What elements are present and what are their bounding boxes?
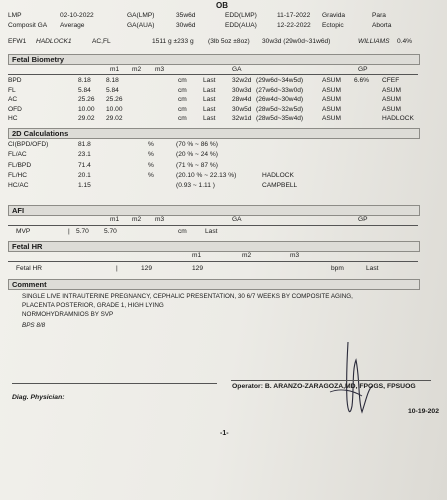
col-m3: m3 (155, 66, 165, 73)
col-m1: m1 (110, 66, 120, 73)
comment-line-4: BPS 8/8 (22, 322, 46, 329)
composit-ga-value: Average (60, 22, 85, 29)
biometry-author: HADLOCK (382, 115, 414, 122)
biometry-unit: cm (178, 105, 187, 113)
biometry-reference: ASUM (322, 105, 342, 113)
calc-unit: % (148, 151, 154, 159)
aborta-label: Aborta (372, 22, 392, 29)
biometry-value: 8.18 (78, 77, 91, 84)
section-fetal-hr: Fetal HR (8, 241, 420, 252)
lmp-label: LMP (8, 12, 22, 19)
edd-lmp-value: 11-17-2022 (277, 12, 311, 19)
efw-weight: 1511 g ±233 g (152, 38, 194, 45)
hr-divider (8, 261, 418, 262)
biometry-ga-range: (28w5d~35w4d) (256, 115, 304, 122)
biometry-mode: Last (203, 77, 216, 84)
section-2d-calculations: 2D Calculations (8, 128, 420, 139)
efw-percentile: 0.4% (397, 38, 413, 45)
biometry-value: 29.02 (78, 115, 95, 122)
biometry-unit: cm (178, 96, 187, 103)
calc-unit: % (148, 141, 154, 148)
calc-value: 23.1 (78, 151, 91, 159)
hr-m1: 129 (141, 265, 153, 272)
biometry-value: 10.00 (78, 105, 95, 113)
biometry-mode: Last (203, 96, 216, 103)
biometry-ga: 32w2d (232, 77, 252, 84)
col-m2: m2 (132, 66, 142, 73)
afi-sep: | (68, 228, 70, 235)
efw-method: HADLOCK1 (36, 38, 72, 45)
biometry-mode: Last (203, 86, 216, 94)
section-afi: AFI (8, 205, 420, 216)
hr-col-m3: m3 (290, 252, 300, 259)
biometry-ga-range: (29w6d~34w5d) (256, 77, 304, 84)
efw-label: EFW1 (8, 38, 27, 45)
afi-col-m3: m3 (155, 216, 165, 223)
hr-avg: 129 (192, 265, 204, 272)
calc-range: (71 % ~ 87 %) (176, 161, 218, 169)
ga-lmp-label: GA(LMP) (127, 12, 155, 19)
ga-lmp-value: 35w6d (176, 12, 196, 19)
edd-aua-label: EDD(AUA) (225, 22, 257, 29)
operator-name: Operator: B. ARANZO-ZARAGOZA,MD, FPOGS, FPSUOG (232, 383, 416, 390)
biometry-average: 8.18 (106, 77, 119, 84)
biometry-value: 5.84 (78, 86, 91, 94)
biometry-ga: 32w1d (232, 115, 252, 122)
calc-author: CAMPBELL (262, 182, 298, 190)
hr-sep: | (116, 265, 118, 272)
calc-value: 1.15 (78, 182, 91, 190)
col-ga: GA (232, 66, 242, 73)
ectopic-label: Ectopic (322, 22, 344, 29)
operator-line (231, 380, 431, 381)
edd-aua-value: 12-22-2022 (277, 22, 311, 29)
composit-ga-label: Composit GA (8, 22, 48, 29)
efw-ga: 30w3d (29w0d~31w6d) (262, 38, 331, 45)
efw-author: WILLIAMS (358, 38, 390, 45)
calc-value: 71.4 (78, 161, 91, 169)
hr-col-m2: m2 (242, 252, 252, 259)
gravida-label: Gravida (322, 12, 346, 19)
biometry-value: 25.26 (78, 96, 95, 103)
report-title: OB (216, 1, 228, 10)
hr-mode: Last (366, 265, 379, 272)
biometry-label: BPD (8, 77, 22, 84)
calc-value: 81.8 (78, 141, 91, 148)
report-date: 10-19-202 (408, 408, 439, 415)
afi-m1: 5.70 (76, 228, 89, 235)
efw-params: AC,FL (92, 38, 111, 45)
biometry-gp: 6.6% (354, 77, 370, 84)
ga-aua-value: 30w6d (176, 22, 196, 29)
biometry-ga: 30w5d (232, 105, 252, 113)
biometry-label: AC (8, 96, 18, 103)
biometry-ga-range: (26w4d~30w4d) (256, 96, 304, 103)
afi-unit: cm (178, 228, 187, 235)
afi-col-ga: GA (232, 216, 242, 223)
biometry-author: ASUM (382, 105, 402, 113)
ga-aua-label: GA(AUA) (127, 22, 155, 29)
biometry-reference: ASUM (322, 115, 342, 122)
comment-line-2: PLACENTA POSTERIOR, GRADE 1, HIGH LYING (22, 302, 164, 309)
calc-label: CI(BPD/OFD) (8, 141, 49, 148)
hr-label: Fetal HR (16, 265, 43, 272)
calc-range: (20.10 % ~ 22.13 %) (176, 171, 237, 179)
biometry-ga-range: (28w5d~32w5d) (256, 105, 304, 113)
biometry-author: ASUM (382, 96, 402, 103)
biometry-ga: 28w4d (232, 96, 252, 103)
afi-divider (8, 225, 418, 226)
afi-col-m2: m2 (132, 216, 142, 223)
calc-label: FL/HC (8, 171, 28, 179)
calc-author: HADLOCK (262, 171, 294, 179)
lmp-value: 02-10-2022 (60, 12, 94, 19)
calc-unit: % (148, 171, 154, 179)
biometry-label: FL (8, 86, 16, 94)
biometry-author: ASUM (382, 86, 402, 94)
comment-line-1: SINGLE LIVE INTRAUTERINE PREGNANCY, CEPHALIC PRESENTATION, 30 6/7 WEEKS BY COMPOSITE AGING, (22, 293, 353, 300)
biometry-ga-range: (27w6d~33w0d) (256, 86, 304, 94)
biometry-unit: cm (178, 77, 187, 84)
biometry-average: 5.84 (106, 86, 119, 94)
biometry-average: 10.00 (106, 105, 123, 113)
biometry-unit: cm (178, 86, 187, 94)
calc-label: FL/AC (8, 151, 27, 159)
afi-col-gp: GP (358, 216, 368, 223)
section-fetal-biometry: Fetal Biometry (8, 54, 420, 65)
calc-range: (20 % ~ 24 %) (176, 151, 218, 159)
calc-label: FL/BPD (8, 161, 32, 169)
calc-range: (70 % ~ 86 %) (176, 141, 218, 148)
biometry-reference: ASUM (322, 86, 342, 94)
afi-label: MVP (16, 228, 31, 235)
calc-label: HC/AC (8, 182, 29, 190)
biometry-divider (8, 74, 418, 75)
page-number: -1- (220, 430, 229, 437)
col-gp: GP (358, 66, 368, 73)
hr-unit: bpm (331, 265, 344, 272)
efw-weight-lb: (3lb 5oz ±8oz) (208, 38, 250, 45)
physician-label: Diag. Physician: (12, 394, 65, 401)
afi-mode: Last (205, 228, 218, 235)
biometry-unit: cm (178, 115, 187, 122)
calc-unit: % (148, 161, 154, 169)
calc-value: 20.1 (78, 171, 91, 179)
afi-avg: 5.70 (104, 228, 117, 235)
biometry-label: HC (8, 115, 18, 122)
biometry-reference: ASUM (322, 77, 342, 84)
hr-col-m1: m1 (192, 252, 202, 259)
biometry-average: 25.26 (106, 96, 123, 103)
afi-col-m1: m1 (110, 216, 120, 223)
biometry-author: CFEF (382, 77, 400, 84)
section-comment: Comment (8, 279, 420, 290)
biometry-reference: ASUM (322, 96, 342, 103)
biometry-mode: Last (203, 115, 216, 122)
physician-signature-line (12, 383, 217, 384)
edd-lmp-label: EDD(LMP) (225, 12, 257, 19)
biometry-ga: 30w3d (232, 86, 252, 94)
biometry-mode: Last (203, 105, 216, 113)
biometry-average: 29.02 (106, 115, 123, 122)
para-label: Para (372, 12, 386, 19)
comment-line-3: NORMOHYDRAMNIOS BY SVP (22, 311, 114, 318)
biometry-label: OFD (8, 105, 22, 113)
calc-range: (0.93 ~ 1.11 ) (176, 182, 215, 190)
